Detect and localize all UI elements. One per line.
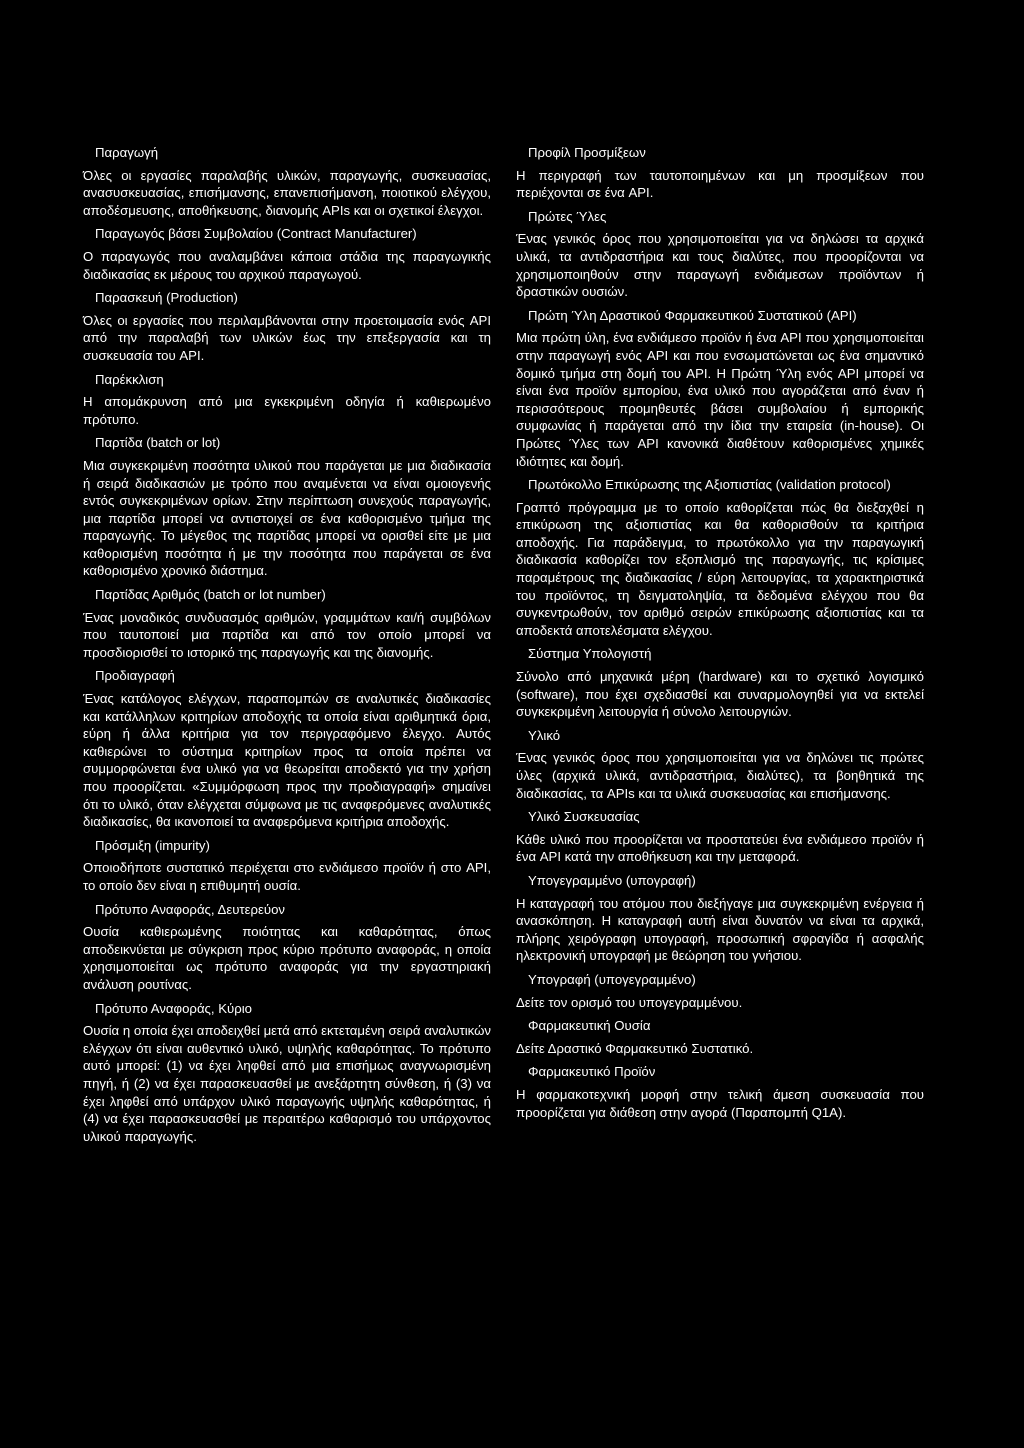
glossary-term: Πρώτη Ύλη Δραστικού Φαρμακευτικού Συστατικού (API) bbox=[528, 307, 857, 323]
glossary-entry bbox=[516, 476, 924, 639]
glossary-term: Πρώτες Ύλες bbox=[528, 208, 607, 224]
glossary-definition: Γραπτό πρόγραμμα με το οποίο καθορίζεται πώς θα διεξαχθεί η επικύρωση της αξιοπιστίας και θα καθορισθούν τα κριτήρια αποδοχής. Για παράδειγμα, το πρωτόκολλο για την παραγωγική διαδικασία καθορίζει τον εξοπλισμό της παραγωγής, τις κρίσιμες παραμέτρους της διαδικασίας / εύρη λειτουργίας, τα χαρακτηριστικά του προϊόντος, τη δειγματοληψία, τα δεδομένα ελέγχου που θα συγκεντρωθούν, τον αριθμό σειρών επικύρωσης αξιοπιστίας και τα αποδεκτά αποτελέσματα ελέγχου. bbox=[516, 499, 924, 638]
left-column bbox=[83, 144, 491, 1151]
glossary-definition: Ο παραγωγός που αναλαμβάνει κάποια στάδια της παραγωγικής διαδικασίας εκ μέρους του αρχικού παραγωγού. bbox=[83, 248, 491, 282]
glossary-definition: Ουσία καθιερωμένης ποιότητας και καθαρότητας, όπως αποδεικνύεται με σύγκριση προς κύριο πρότυπο αναφοράς, η οποία χρησιμοποιείται ως πρότυπο αναφοράς για την εργαστηριακή ανάλυση ρουτίνας. bbox=[83, 924, 491, 992]
glossary-term: Παρτίδα (batch or lot) bbox=[95, 435, 221, 451]
glossary-entry bbox=[516, 144, 924, 202]
glossary-entry bbox=[83, 1000, 491, 1146]
glossary-definition: Μια πρώτη ύλη, ένα ενδιάμεσο προϊόν ή ένα API που χρησιμοποιείται στην παραγωγή ενός API και που ενσωματώνεται ως ένα σημαντικό δομικό τμήμα στη δομή του API. Η Πρώτη Ύλη ενός API μπορεί να είναι ένα προϊόν εμπορίου, ένα υλικό που αγοράζεται από έναν ή περισσότερους προμηθευτές βάσει συμβολαίου ή εμπορικής συμφωνίας ή παράγεται από την ίδια την εταιρεία (in-house). Οι Πρώτες Ύλες των API κανονικά διαθέτουν καθορισμένες χημικές ιδιότητες και δομή. bbox=[516, 330, 924, 469]
right-column bbox=[516, 144, 924, 1127]
glossary-term: Σύστημα Υπολογιστή bbox=[528, 646, 652, 662]
glossary-definition: Σύνολο από μηχανικά μέρη (hardware) και το σχετικό λογισμικό (software), που έχει σχεδιασθεί και συναρμολογηθεί για να εκτελεί συγκεκριμένη λειτουργία ή σύνολο λειτουργιών. bbox=[516, 669, 924, 720]
glossary-entry bbox=[516, 307, 924, 470]
glossary-entry bbox=[516, 727, 924, 802]
glossary-entry bbox=[83, 586, 491, 661]
glossary-term: Παραγωγή bbox=[95, 145, 159, 160]
glossary-definition: Ουσία η οποία έχει αποδειχθεί μετά από εκτεταμένη σειρά αναλυτικών ελέγχων ότι είναι αυθεντικό υλικό, υψηλής καθαρότητας. Το πρότυπο αυτό μπορεί: (1) να έχει ληφθεί από μια επισήμως αναγνωρισμένη πηγή, ή (2) να έχει παρασκευασθεί με ανεξάρτητη σύνθεση, ή (3) να έχει ληφθεί από υπάρχον υλικό παραγωγής υψηλής καθαρότητας, ή (4) να έχει παρασκευασθεί με περαιτέρω καθαρισμό του υπάρχοντος υλικού παραγωγής. bbox=[83, 1023, 491, 1144]
glossary-entry bbox=[83, 667, 491, 830]
glossary-definition: Η καταγραφή του ατόμου που διεξήγαγε μια συγκεκριμένη ενέργεια ή ανασκόπηση. Η καταγραφή αυτή είναι δυνατόν να είναι τα αρχικά, πλήρης χειρόγραφη υπογραφή, προσωπική σφραγίδα ή ασφαλής ηλεκτρονική υπογραφή με θεώρηση του γνήσιου. bbox=[516, 895, 924, 964]
glossary-entry bbox=[516, 645, 924, 720]
glossary-definition: Μια συγκεκριμένη ποσότητα υλικού που παράγεται με μια διαδικασία ή σειρά διαδικασιών με τρόπο που αναμένεται να είναι ομοιογενής εντός συγκεκριμένων ορίων. Στην περίπτωση συνεχούς παραγωγής, μια παρτίδα μπορεί να αντιστοιχεί σε ένα καθορισμένο τμήμα της παραγωγής. Το μέγεθος της παρτίδας μπορεί να ορισθεί είτε με μια καθορισμένη ποσότητα ή με την ποσότητα που παράγεται σε ένα καθορισμένο χρονικό διάστημα. bbox=[83, 457, 491, 579]
glossary-entry bbox=[83, 837, 491, 895]
glossary-term: Φαρμακευτική Ουσία bbox=[528, 1018, 651, 1034]
glossary-definition: Κάθε υλικό που προορίζεται να προστατεύει ένα ενδιάμεσο προϊόν ή ένα API κατά την αποθήκευση και την μεταφορά. bbox=[516, 831, 924, 865]
glossary-definition: Η φαρμακοτεχνική μορφή στην τελική άμεση συσκευασία που προορίζεται για διάθεση στην αγορά (Παραπομπή Q1A). bbox=[516, 1086, 924, 1120]
glossary-term: Πρωτόκολλο Επικύρωσης της Αξιοπιστίας (validation protocol) bbox=[528, 477, 891, 493]
glossary-term: Παρτίδας Αριθμός (batch or lot number) bbox=[95, 587, 326, 603]
glossary-definition: Όλες οι εργασίες παραλαβής υλικών, παραγωγής, συσκευασίας, ανασυσκευασίας, επισήμανσης, επανεπισήμανση, ποιοτικού ελέγχου, αποδέσμευσης, αποθήκευσης, διανομής APIs και οι σχετικοί έλεγχοι. bbox=[83, 167, 491, 218]
glossary-definition: Δείτε τον ορισμό του υπογεγραμμένου. bbox=[516, 994, 743, 1010]
glossary-term: Υπογραφή (υπογεγραμμένο) bbox=[528, 971, 696, 987]
glossary-definition: Ένας γενικός όρος που χρησιμοποιείται για να δηλώνει τις πρώτες ύλες (αρχικά υλικά, αντιδραστήρια, διαλύτες), τα βοηθητικά της διαδικασίας, τα APIs και τα υλικά συσκευασίας και επισήμανσης. bbox=[516, 750, 924, 801]
glossary-entry bbox=[516, 872, 924, 965]
glossary-entry bbox=[516, 1017, 924, 1057]
glossary-definition: Η περιγραφή των ταυτοποιημένων και μη προσμίξεων που περιέχονται σε ένα API. bbox=[516, 167, 924, 201]
glossary-definition: Όλες οι εργασίες που περιλαμβάνονται στην προετοιμασία ενός API από την παραλαβή των υλικών έως την επεξεργασία και τη συσκευασία του API. bbox=[83, 312, 491, 363]
glossary-definition: Δείτε Δραστικό Φαρμακευτικό Συστατικό. bbox=[516, 1040, 754, 1056]
glossary-term: Προδιαγραφή bbox=[95, 668, 175, 684]
glossary-term: Υλικό Συσκευασίας bbox=[528, 809, 640, 825]
glossary-entry bbox=[83, 289, 491, 364]
glossary-definition: Η απομάκρυνση από μια εγκεκριμένη οδηγία ή καθιερωμένο πρότυπο. bbox=[83, 394, 491, 427]
glossary-term: Παρασκευή (Production) bbox=[95, 290, 238, 306]
glossary-entry bbox=[516, 971, 924, 1011]
glossary-term: Παρέκκλιση bbox=[95, 371, 164, 387]
glossary-term: Φαρμακευτικό Προϊόν bbox=[528, 1064, 656, 1080]
glossary-term: Πρόσμιξη (impurity) bbox=[95, 837, 210, 853]
glossary-entry bbox=[516, 808, 924, 866]
glossary-definition: Ένας γενικός όρος που χρησιμοποιείται για να δηλώσει τα αρχικά υλικά, τα αντιδραστήρια και τους διαλύτες, που προορίζονται να χρησιμοποιηθούν στην παραγωγή ενδιάμεσων προϊόντων ή δραστικών ουσιών. bbox=[516, 231, 924, 300]
glossary-entry bbox=[516, 1063, 924, 1121]
glossary-entry bbox=[83, 901, 491, 994]
glossary-term: Προφίλ Προσμίξεων bbox=[528, 145, 646, 160]
glossary-definition: Ένας κατάλογος ελέγχων, παραπομπών σε αναλυτικές διαδικασίες και κατάλληλων κριτηρίων αποδοχής τα οποία είναι αριθμητικά όρια, εύρη ή άλλα κριτήρια για τον περιγραφόμενο έλεγχο. Αυτός καθιερώνει το σύστημα κριτηρίων προς τα οποία πρέπει να συμμορφώνεται ένα υλικό για να θεωρείται αποδεκτό για την χρήση που προορίζεται. «Συμμόρφωση προς την προδιαγραφή» σημαίνει ότι το υλικό, όταν ελέγχεται σύμφωνα με τις αναφερόμενες αναλυτικές διαδικασίες, θα ικανοποιεί τα αναφερόμενα κριτήρια αποδοχής. bbox=[83, 691, 491, 830]
glossary-entry bbox=[83, 144, 491, 219]
glossary-term: Υπογεγραμμένο (υπογραφή) bbox=[528, 872, 696, 888]
glossary-term: Πρότυπο Αναφοράς, Δευτερεύον bbox=[95, 901, 286, 917]
glossary-entry bbox=[83, 434, 491, 580]
glossary-entry bbox=[83, 371, 491, 429]
glossary-term: Πρότυπο Αναφοράς, Κύριο bbox=[95, 1000, 253, 1016]
glossary-term: Υλικό bbox=[528, 727, 561, 743]
glossary-definition: Ένας μοναδικός συνδυασμός αριθμών, γραμμάτων και/ή συμβόλων που ταυτοποιεί μια παρτίδα και από τον οποίο μπορεί να προσδιορισθεί το ιστορικό της παραγωγής και της διανομής. bbox=[83, 609, 491, 660]
glossary-term: Παραγωγός βάσει Συμβολαίου (Contract Manufacturer) bbox=[95, 226, 417, 242]
glossary-definition: Οποιοδήποτε συστατικό περιέχεται στο ενδιάμεσο προϊόν ή στο API, το οποίο δεν είναι η επιθυμητή ουσία. bbox=[83, 860, 491, 893]
glossary-entry bbox=[83, 225, 491, 283]
glossary-entry bbox=[516, 208, 924, 301]
